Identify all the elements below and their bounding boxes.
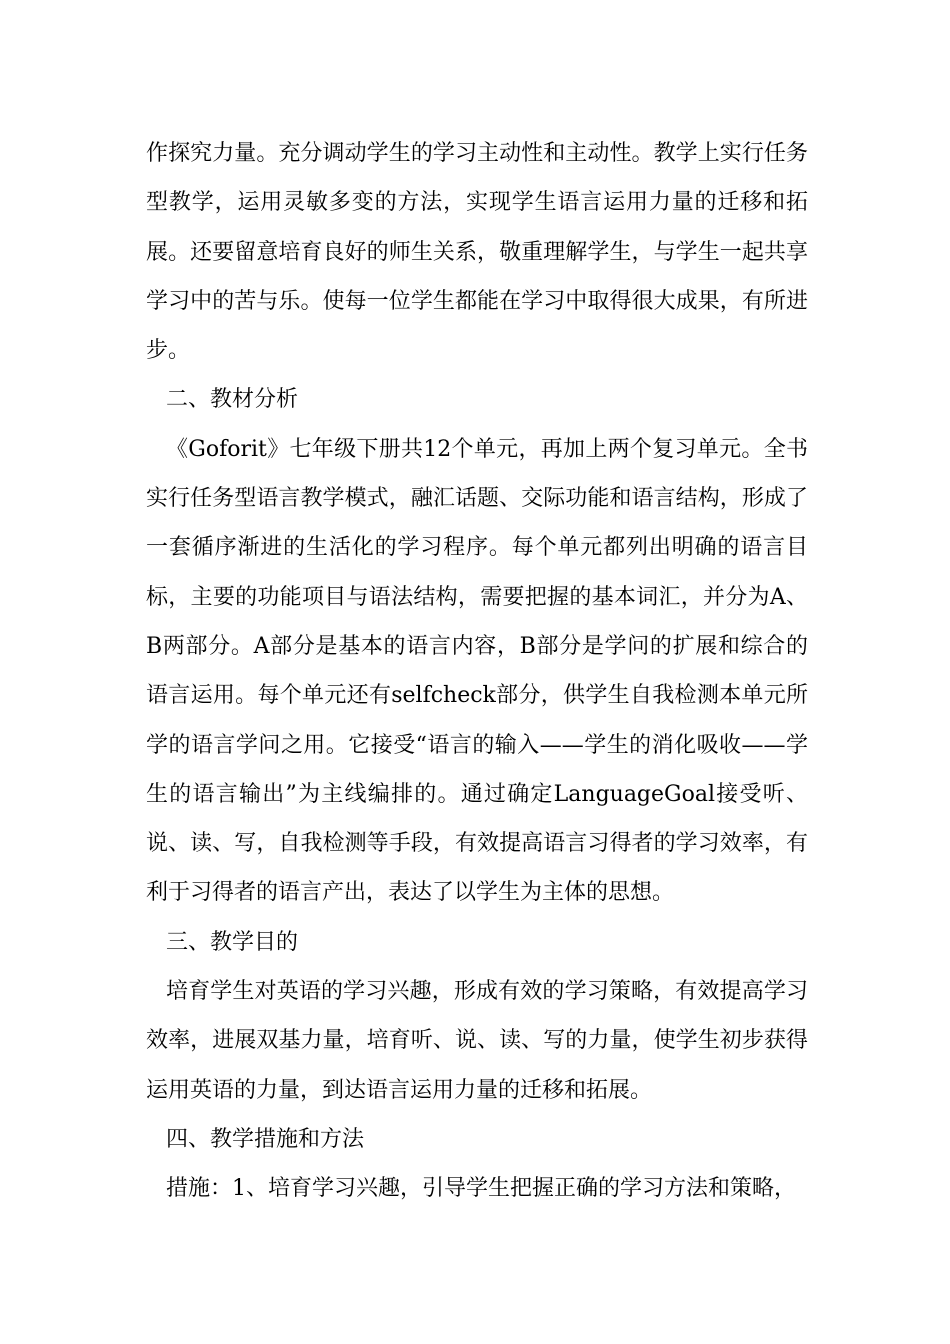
section-heading-textbook-analysis: 二、教材分析 [166, 387, 299, 413]
paragraph-textbook-analysis: 《Goforit》七年级下册共12个单元，再加上两个复习单元。全书实行任务型语言教学模式，融汇话题、交际功能和语言结构，形成了一套循序渐进的生活化的学习程序。每个单元都列出明确的语言目标，主要的功能项目与语法结构，需要把握的基本词汇，并分为A、B两部分。A部分是基本的语言内容，B部分是学问的扩展和综合的语言运用。每个单元还有selfcheck部分，供学生自我检测本单元所学的语言学问之用。它接受“语言的输入——学生的消化吸收——学生的语言输出”为主线编排的。通过确定LanguageGoal接受听、说、读、写，自我检测等手段，有效提高语言习得者的学习效率，有利于习得者的语言产出，表达了以学生为主体的思想。 [146, 436, 808, 906]
paragraph-teaching-goals: 培育学生对英语的学习兴趣，形成有效的学习策略，有效提高学习效率，进展双基力量，培育听、说、读、写的力量，使学生初步获得运用英语的力量，到达语言运用力量的迁移和拓展。 [146, 979, 808, 1103]
paragraph-intro-continued: 作探究力量。充分调动学生的学习主动性和主动性。教学上实行任务型教学，运用灵敏多变的方法，实现学生语言运用力量的迁移和拓展。还要留意培育良好的师生关系，敬重理解学生，与学生一起共享学习中的苦与乐。使每一位学生都能在学习中取得很大成果，有所进步。 [146, 141, 808, 364]
section-heading-teaching-measures: 四、教学措施和方法 [166, 1126, 365, 1152]
paragraph-teaching-measures: 措施：1、培育学习兴趣，引导学生把握正确的学习方法和策略， [166, 1176, 796, 1202]
section-heading-teaching-goals: 三、教学目的 [166, 929, 299, 955]
document-body [146, 129, 808, 1214]
